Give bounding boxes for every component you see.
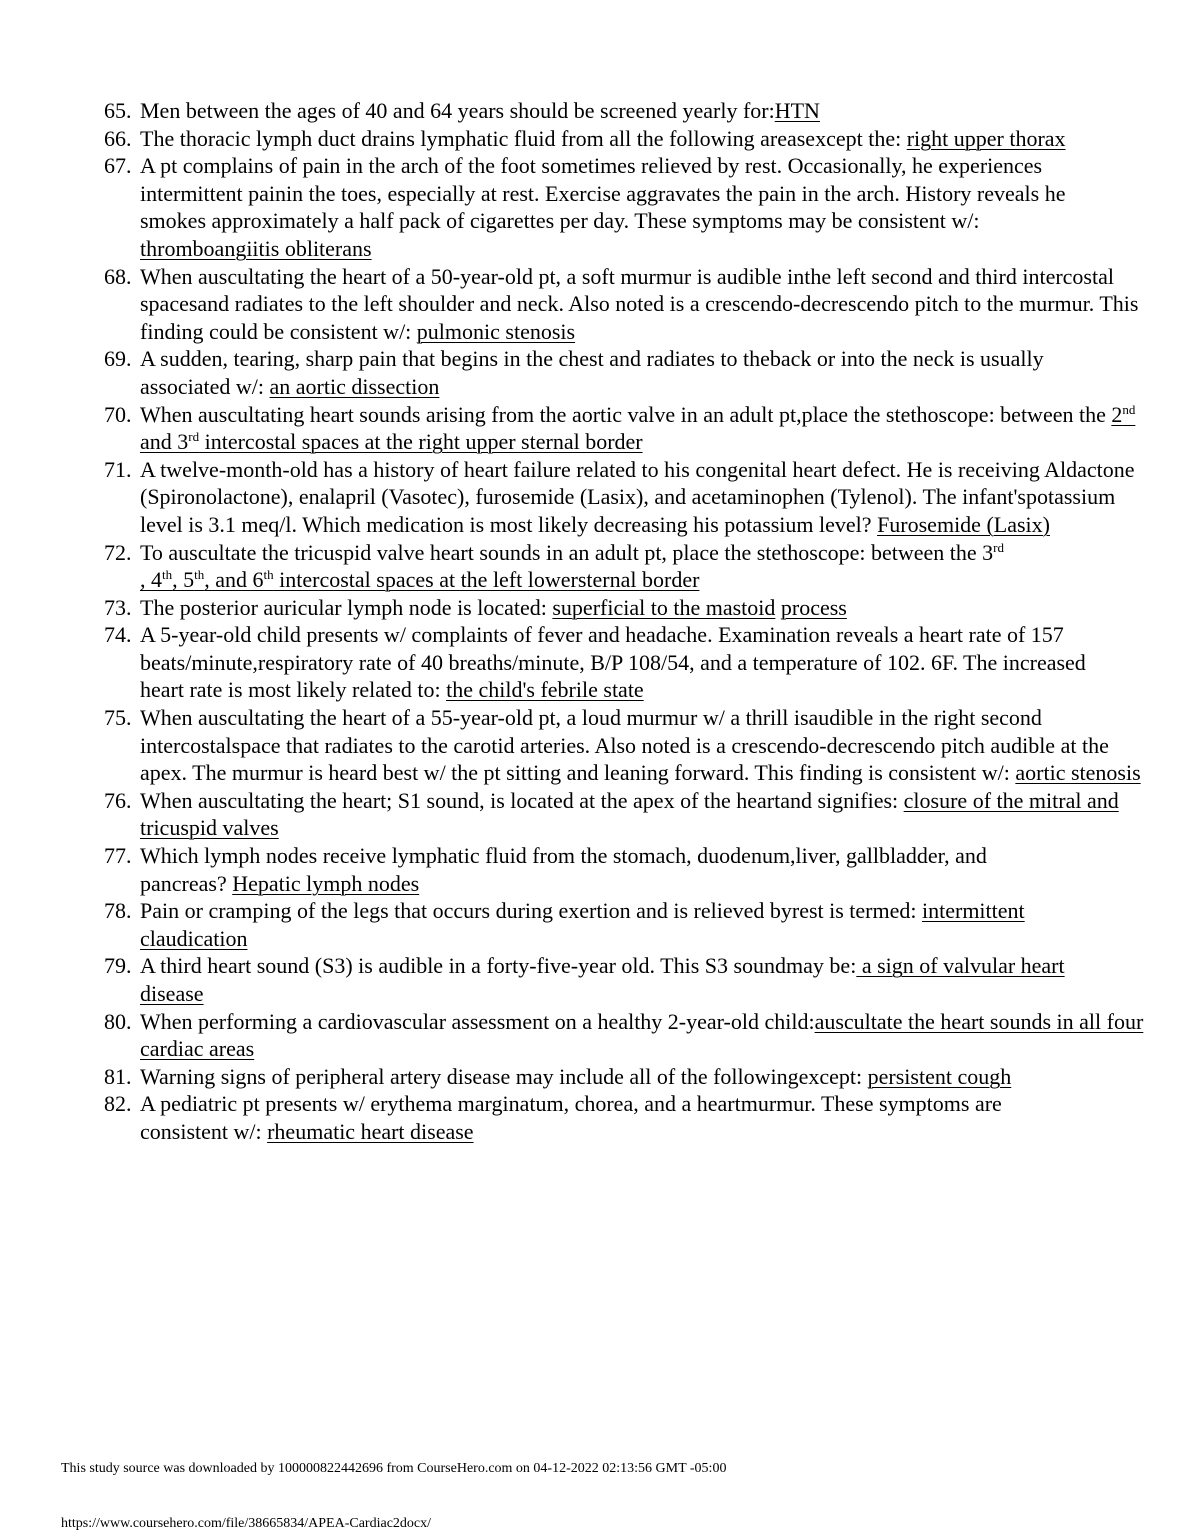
answer-text: thromboangiitis obliterans: [140, 235, 372, 261]
answer-text: [140, 566, 789, 594]
question-text: A third heart sound (S3) is audible in a forty-five-year old. This S3 soundmay be:: [140, 953, 857, 979]
question-text: When auscultating heart sounds arising from the aortic valve in an adult pt,place the stethoscope: between the: [140, 401, 1112, 427]
question-number: 82.: [104, 1091, 132, 1117]
answer-text: persistent cough: [867, 1063, 1012, 1089]
ordinal-suffix: nd: [1122, 401, 1136, 417]
question-number: 65.: [104, 98, 132, 123]
answer-fragment: intercostal spaces at the left lowersternal border: [273, 567, 700, 593]
question-item: [104, 594, 1140, 622]
download-notice: This study source was downloaded by 100000822442696 from CourseHero.com on 04-12-2022 02:13:56 GMT -05:00: [61, 1461, 727, 1476]
question-number: 66.: [104, 125, 132, 151]
question-item: [104, 125, 1140, 153]
question-text: A pediatric pt presents w/ erythema marginatum, chorea, and a heartmurmur. These symptoms are consistent w/:: [140, 1091, 1002, 1144]
ordinal-suffix: th: [263, 567, 274, 583]
question-list: [104, 97, 1144, 1146]
ordinal-suffix: rd: [993, 539, 1004, 555]
question-item: [104, 1008, 1160, 1063]
answer-fragment: 2: [1111, 401, 1123, 427]
question-number: 68.: [104, 263, 132, 289]
question-item: [104, 97, 1140, 125]
answer-text-continued: process: [780, 594, 847, 620]
question-item: [104, 1063, 1140, 1091]
answer-text: rheumatic heart disease: [267, 1118, 474, 1144]
question-item: [104, 787, 1140, 842]
question-number: 78.: [104, 898, 132, 924]
question-item: [104, 539, 1100, 594]
question-number: 67.: [104, 153, 132, 179]
question-number: 81.: [104, 1063, 132, 1089]
answer-fragment: , 5: [172, 567, 195, 593]
question-number: 75.: [104, 705, 132, 731]
answer-text: aortic stenosis: [1015, 760, 1141, 786]
question-item: [104, 621, 1100, 704]
question-text: Men between the ages of 40 and 64 years should be screened yearly for:: [140, 98, 775, 123]
question-number: 70.: [104, 401, 132, 427]
question-item: [104, 842, 1040, 897]
question-item: [104, 897, 1060, 952]
question-text: Warning signs of peripheral artery disease may include all of the followingexcept:: [140, 1063, 868, 1089]
ordinal-suffix: rd: [188, 429, 200, 445]
ordinal-suffix: th: [194, 567, 205, 583]
question-number: 71.: [104, 456, 132, 482]
question-text: To auscultate the tricuspid valve heart sounds in an adult pt, place the stethoscope: between the 3: [140, 539, 994, 565]
answer-fragment: , 4: [140, 567, 162, 593]
question-text: Which lymph nodes receive lymphatic fluid from the stomach, duodenum,liver, gallbladder, and pancreas?: [140, 843, 987, 896]
question-number: 80.: [104, 1008, 132, 1034]
question-text: The posterior auricular lymph node is located:: [140, 594, 553, 620]
question-item: [104, 704, 1150, 787]
question-number: 79.: [104, 953, 132, 979]
answer-fragment: and 3: [140, 429, 189, 455]
question-item: [104, 1090, 1020, 1145]
answer-text: the child's febrile state: [446, 677, 644, 703]
question-number: 69.: [104, 346, 132, 372]
question-item: [104, 263, 1140, 346]
source-url[interactable]: https://www.coursehero.com/file/38665834/APEA-Cardiac2docx/: [61, 1516, 432, 1531]
answer-text: Hepatic lymph nodes: [232, 870, 420, 896]
question-text: A sudden, tearing, sharp pain that begins in the chest and radiates to theback or into the neck is usually associated w/:: [140, 346, 1044, 399]
answer-text: pulmonic stenosis: [416, 318, 576, 344]
answer-text: right upper thorax: [906, 125, 1066, 151]
answer-text: closure of the mitral and tricuspid valves: [140, 787, 1119, 841]
question-text: When performing a cardiovascular assessment on a healthy 2-year-old child:: [140, 1008, 815, 1034]
answer-text: HTN: [774, 98, 820, 123]
question-number: 76.: [104, 787, 132, 813]
question-item: [104, 401, 1150, 456]
question-text: A 5-year-old child presents w/ complaints of fever and headache. Examination reveals a heart rate of 157 beats/minute,respiratory rate of 40 breaths/minute, B/P 108/54, and a temperature of 102. 6F. The increased heart rate is most likely related to:: [140, 622, 1086, 703]
question-number: 73.: [104, 594, 132, 620]
question-number: 77.: [104, 843, 132, 869]
question-item: [104, 456, 1160, 539]
ordinal-suffix: th: [162, 567, 173, 583]
question-text: The thoracic lymph duct drains lymphatic fluid from all the following areasexcept the:: [140, 125, 907, 151]
question-item: [104, 152, 1090, 262]
question-number: 72.: [104, 539, 132, 565]
question-item: [104, 952, 1090, 1007]
answer-text: intermittent claudication: [140, 898, 1025, 951]
question-text: When auscultating the heart of a 50-year-old pt, a soft murmur is audible inthe left second and third intercostal spacesand radiates to the left shoulder and neck. Also noted is a crescendo-decrescendo pitch to the murmur. This finding could be consistent w/:: [140, 263, 1139, 344]
question-number: 74.: [104, 622, 132, 648]
answer-text: a sign of valvular heart disease: [140, 953, 1065, 1006]
question-text: When auscultating the heart; S1 sound, is located at the apex of the heartand signifies:: [140, 787, 904, 813]
answer-text: auscultate the heart sounds in all four cardiac areas: [140, 1008, 1144, 1062]
answer-text: an aortic dissection: [269, 373, 440, 399]
question-item: [104, 345, 1100, 400]
question-text: Pain or cramping of the legs that occurs during exertion and is relieved byrest is termed:: [140, 898, 922, 924]
answer-text: superficial to the mastoid: [552, 594, 776, 620]
question-text: When auscultating the heart of a 55-year-old pt, a loud murmur w/ a thrill isaudible in the right second intercostalspace that radiates to the carotid arteries. Also noted is a crescendo-decrescendo pitch audible at the apex. The murmur is heard best w/ the pt sitting and leaning forward. This finding is consistent w/:: [140, 705, 1109, 786]
answer-fragment: intercostal spaces at the right upper sternal border: [199, 429, 643, 455]
question-text: A twelve-month-old has a history of heart failure related to his congenital heart defect. He is receiving Aldactone (Spironolactone), enalapril (Vasotec), furosemide (Lasix), and acetaminophen (Tylenol). The infant'spotassium level is 3.1 meq/l. Which medication is most likely decreasing his potassium level?: [140, 456, 1135, 537]
question-text: A pt complains of pain in the arch of the foot sometimes relieved by rest. Occasionally, he experiences intermittent painin the toes, especially at rest. Exercise aggravates the pain in the arch. History reveals he smokes approximately a half pack of cigarettes per day. These symptoms may be consistent w/:: [140, 153, 1066, 234]
answer-fragment: , and 6: [204, 567, 264, 593]
answer-text: Furosemide (Lasix): [877, 511, 1050, 537]
